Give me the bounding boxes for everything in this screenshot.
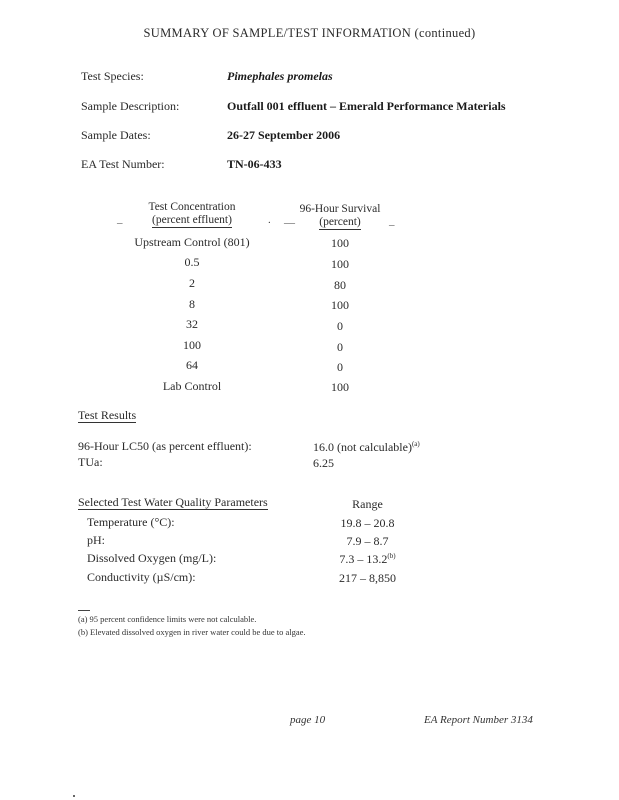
- table-row-survival: 0: [337, 360, 343, 374]
- table-row-concentration: 32: [186, 317, 198, 331]
- table-row-concentration: 64: [186, 358, 198, 372]
- survival-header-line1: 96-Hour Survival: [299, 203, 381, 215]
- footnote-a: (a) 95 percent confidence limits were not calculable.: [78, 614, 257, 624]
- info-value: Pimephales promelas: [227, 69, 333, 83]
- survival-header-line2: (percent): [319, 216, 361, 228]
- table-row-concentration: Lab Control: [162, 379, 222, 393]
- table-row-survival: 100: [331, 257, 349, 271]
- wq-param-value: [320, 516, 415, 531]
- info-label: Sample Dates:: [81, 128, 151, 142]
- wq-param-value: [320, 571, 415, 586]
- concentration-header: [122, 201, 262, 228]
- info-label: EA Test Number:: [81, 157, 165, 171]
- wq-param-label: Temperature (°C):: [87, 515, 175, 529]
- concentration-header-line1: Test Concentration: [148, 201, 236, 213]
- header-rule-mark: _: [117, 213, 123, 225]
- header-rule-mark: _: [389, 215, 395, 227]
- footnote-rule: [78, 610, 90, 611]
- wq-param-note: (b): [387, 552, 396, 560]
- wq-param-value: [320, 552, 415, 567]
- wq-param-value-text: 19.8 – 20.8: [340, 516, 395, 530]
- lc50-value: [313, 440, 420, 455]
- info-value: TN-06-433: [227, 157, 282, 171]
- table-row-survival: 100: [331, 298, 349, 312]
- scan-speck: [73, 795, 75, 797]
- header-rule-mark: __: [284, 213, 295, 225]
- table-row-survival: 100: [331, 236, 349, 250]
- wq-param-label: Conductivity (µS/cm):: [87, 570, 196, 584]
- wq-param-value-text: 7.9 – 8.7: [346, 534, 389, 548]
- lc50-label: 96-Hour LC50 (as percent effluent):: [78, 439, 252, 453]
- page-number: page 10: [290, 714, 326, 726]
- wq-param-label: Dissolved Oxygen (mg/L):: [87, 551, 217, 565]
- tua-label: TUa:: [78, 455, 103, 469]
- info-value: Outfall 001 effluent – Emerald Performance Materials: [227, 99, 506, 113]
- table-row-survival: 0: [337, 319, 343, 333]
- report-number: EA Report Number 3134: [424, 714, 533, 726]
- table-row-concentration: 0.5: [184, 255, 200, 269]
- lc50-value-text: 16.0 (not calculable): [313, 440, 412, 454]
- wq-param-value-text: 7.3 – 13.2: [339, 552, 388, 566]
- concentration-header-line2: (percent effluent): [152, 214, 232, 226]
- range-header: Range: [352, 497, 383, 511]
- table-row-survival: 100: [331, 380, 349, 394]
- tua-value: 6.25: [313, 456, 334, 470]
- footnote-b: (b) Elevated dissolved oxygen in river water could be due to algae.: [78, 627, 306, 637]
- info-label: Sample Description:: [81, 99, 180, 113]
- table-row-survival: 80: [334, 278, 346, 292]
- water-quality-heading-text: Selected Test Water Quality Parameters: [78, 495, 268, 509]
- header-rule-mark: .: [268, 214, 271, 226]
- info-label: Test Species:: [81, 69, 144, 83]
- lc50-note: (a): [411, 440, 420, 448]
- wq-param-value: [320, 534, 415, 549]
- survival-header: [290, 203, 390, 230]
- table-row-concentration: 2: [189, 276, 195, 290]
- info-value: 26-27 September 2006: [227, 128, 341, 142]
- table-row-survival: 0: [337, 340, 343, 354]
- wq-param-value-text: 217 – 8,850: [339, 571, 396, 585]
- test-results-heading-text: Test Results: [78, 408, 137, 422]
- table-row-concentration: 8: [189, 297, 195, 311]
- table-row-concentration: Upstream Control (801): [134, 235, 250, 249]
- table-row-concentration: 100: [183, 338, 201, 352]
- wq-param-label: pH:: [87, 533, 105, 547]
- water-quality-heading: [78, 495, 268, 510]
- test-results-heading: [78, 408, 136, 423]
- page-title: SUMMARY OF SAMPLE/TEST INFORMATION (continued): [143, 26, 476, 40]
